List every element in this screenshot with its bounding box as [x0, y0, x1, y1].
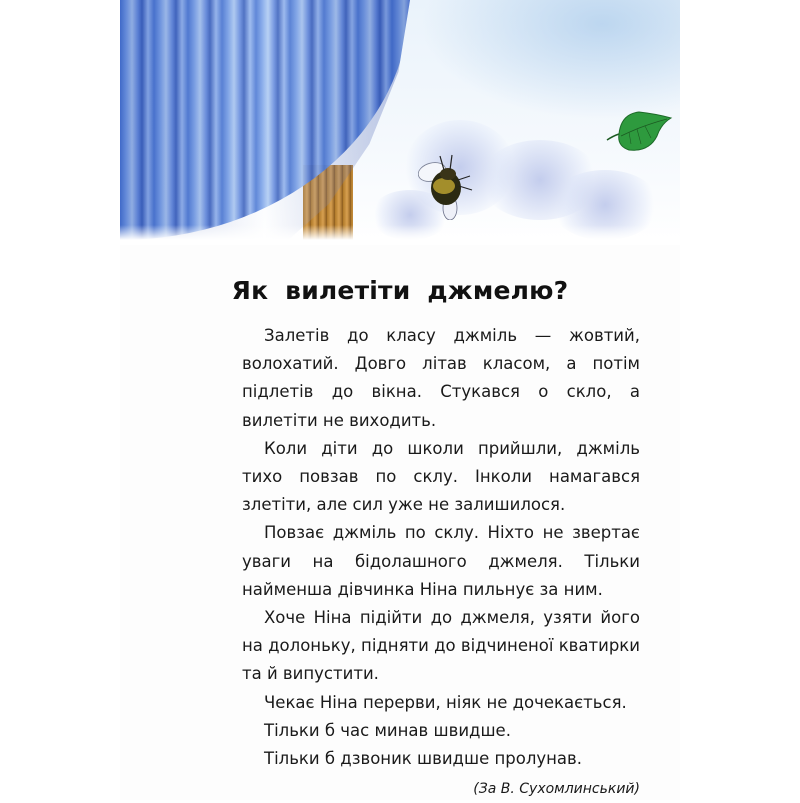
- paragraph: Тільки б час минав швидше.: [264, 720, 511, 740]
- sky-wash: [420, 0, 680, 120]
- curtain-shading: [120, 0, 410, 240]
- illustration: [120, 0, 680, 245]
- paragraph: Повзає джміль по склу. Ніхто не звертає уваги на бідолашного джмеля. Тільки найменша дівчинка Ніна пильнує за ним.: [242, 523, 640, 599]
- story-title: Як вилетіти джмелю?: [231, 276, 569, 305]
- story-text: [242, 322, 640, 803]
- book-page: [120, 0, 680, 800]
- paragraph: Хоче Ніна підійти до джмеля, узяти його на долоньку, підняти до відчиненої кватирки та й випустити.: [242, 608, 640, 684]
- paragraph: Коли діти до школи прийшли, джміль тихо повзав по склу. Інколи намагався злетіти, але сил уже не залишилося.: [242, 438, 640, 515]
- paragraph: Чекає Ніна перерви, ніяк не дочекається.: [264, 692, 627, 712]
- attribution: (За В. Сухомлинський): [473, 781, 640, 798]
- leaf-icon: [605, 110, 675, 155]
- paragraph: Залетів до класу джміль — жовтий, волохатий. Довго літав класом, а потім підлетів до вікна. Стукався о скло, а вилетіти не виходить.: [242, 326, 640, 430]
- paragraph: Тільки б дзвоник швидше пролунав.: [264, 749, 582, 769]
- bumblebee-icon: [418, 150, 478, 220]
- illustration-bottom-fade: [120, 225, 680, 245]
